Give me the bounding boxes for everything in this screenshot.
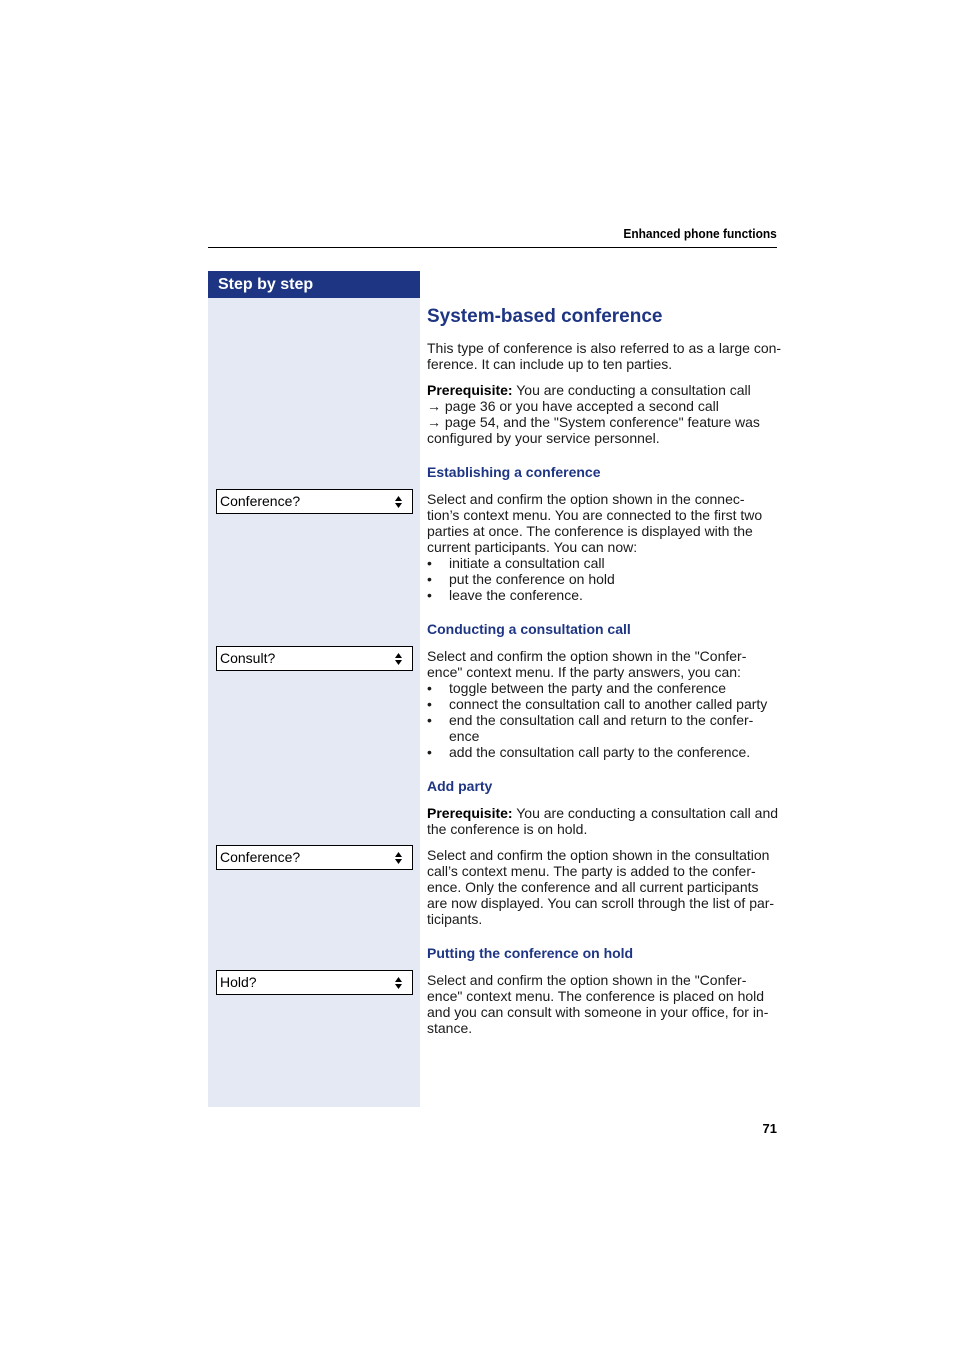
menu-option-conference-add <box>216 845 413 870</box>
add-party-prerequisite: Prerequisite: You are conducting a consultation call and the conference is on hold. <box>427 805 779 837</box>
page-number: 71 <box>762 1121 777 1136</box>
add-party-paragraph: Select and confirm the option shown in the consultation call’s context menu. The party is added to the confer- ence. Only the conference and all current participants are now displayed. You can scroll through the list of par- ticipants. <box>427 847 775 927</box>
heading-add-party: Add party <box>427 778 493 794</box>
prerequisite-label: Prerequisite: <box>427 382 513 398</box>
prerequisite-paragraph: Prerequisite: You are conducting a consultation call → page 36 or you have accepted a second call → page 54, and the "System conference" feature was configured by your service personnel. <box>427 382 760 446</box>
header-rule <box>208 247 777 248</box>
intro-paragraph: This type of conference is also referred to as a large con- ference. It can include up to ten parties. <box>427 340 782 372</box>
menu-option-consult <box>216 646 413 671</box>
hold-paragraph: Select and confirm the option shown in the "Confer- ence" context menu. The conference is placed on hold and you can consult with someone in your office, for in- stance. <box>427 972 769 1036</box>
list-item: • leave the conference. <box>427 587 779 603</box>
scroll-arrows-icon <box>395 653 402 665</box>
menu-option-hold <box>216 970 413 995</box>
heading-hold: Putting the conference on hold <box>427 945 634 961</box>
menu-option-label: Consult? <box>220 650 276 666</box>
list-item: • connect the consultation call to another called party <box>427 696 779 712</box>
step-by-step-header: Step by step <box>208 271 420 298</box>
heading-establishing: Establishing a conference <box>427 464 601 480</box>
running-header: Enhanced phone functions <box>623 226 777 241</box>
consultation-paragraph: Select and confirm the option shown in the "Confer- ence" context menu. If the party answers, you can: • toggle between the party and the conference • connect the consultation call to another called party • end the consultation call and return to the confer- ence • add the consultation call party to the conference. <box>427 648 779 760</box>
list-item-continuation: ence <box>449 728 480 744</box>
menu-option-label: Hold? <box>220 974 257 990</box>
list-item: • put the conference on hold <box>427 571 779 587</box>
menu-option-label: Conference? <box>220 493 301 509</box>
list-item: • toggle between the party and the conference <box>427 680 779 696</box>
list-item: • add the consultation call party to the conference. <box>427 744 779 760</box>
list-item: • end the consultation call and return to the confer- <box>427 712 779 728</box>
list-item: • initiate a consultation call <box>427 555 779 571</box>
menu-option-label: Conference? <box>220 849 301 865</box>
establishing-paragraph: Select and confirm the option shown in the connec- tion’s context menu. You are connected to the first two parties at once. The conference is displayed with the current participants. You can now: • initiate a consultation call • put the conference on hold • leave the conference. <box>427 491 779 603</box>
page-title: System-based conference <box>427 306 663 327</box>
scroll-arrows-icon <box>395 496 402 508</box>
scroll-arrows-icon <box>395 977 402 989</box>
scroll-arrows-icon <box>395 852 402 864</box>
heading-consultation: Conducting a consultation call <box>427 621 631 637</box>
prerequisite-label: Prerequisite: <box>427 805 513 821</box>
menu-option-conference <box>216 489 413 514</box>
